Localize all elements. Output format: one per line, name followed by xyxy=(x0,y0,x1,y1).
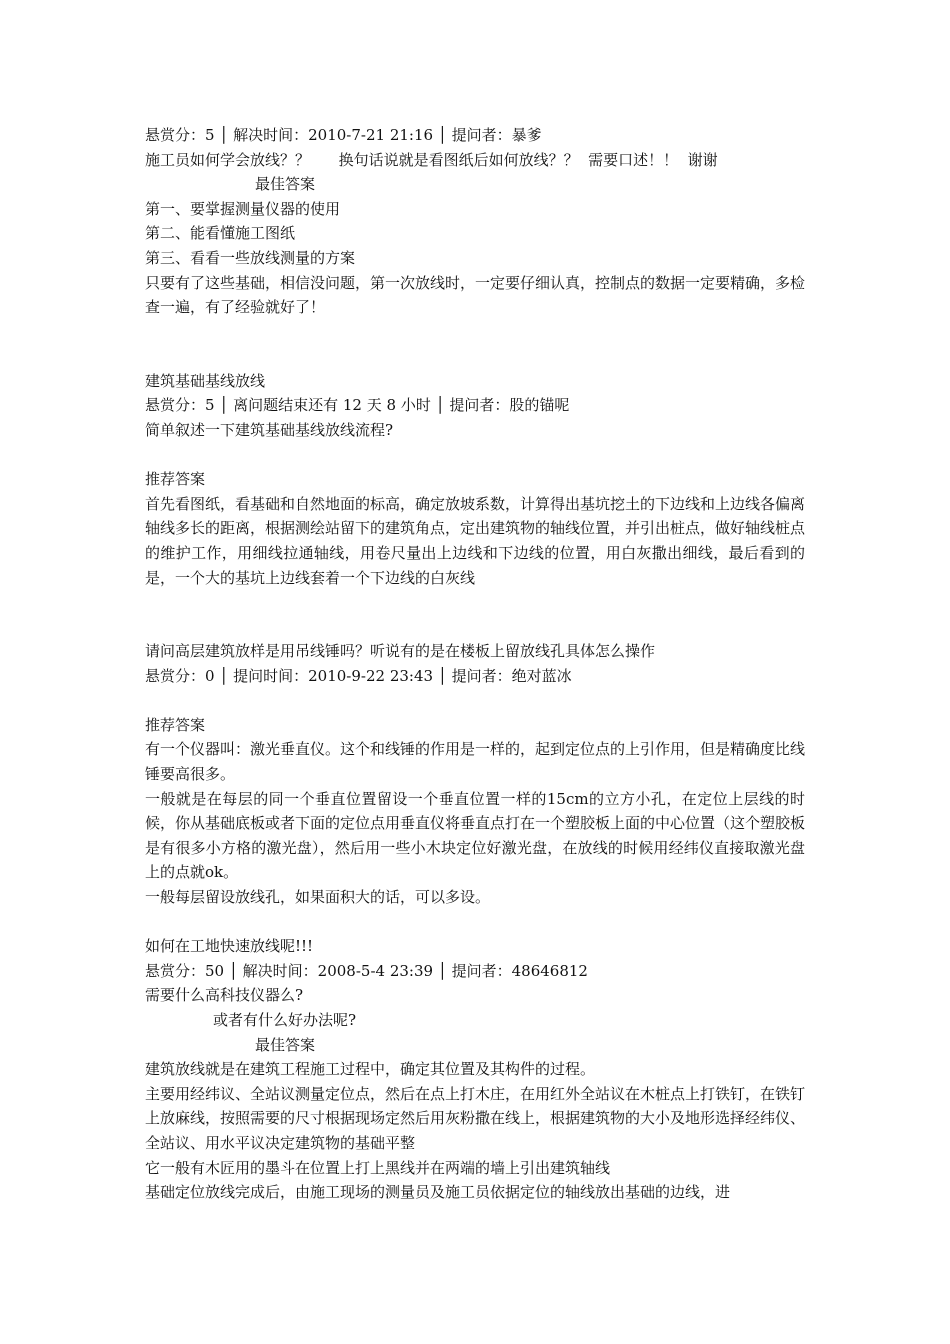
q2-question: 简单叙述一下建筑基础基线放线流程? xyxy=(145,420,394,439)
spacer xyxy=(145,590,805,639)
q4-title: 如何在工地快速放线呢!!! xyxy=(145,937,314,956)
q3-title: 请问高层建筑放样是用吊线锤吗？听说有的是在楼板上留放线孔具体怎么操作 xyxy=(145,642,656,661)
q3-answer-paragraph-1: 有一个仪器叫：激光垂直仪。这个和线锤的作用是一样的，起到定位点的上引作用，但是精确度比线锤要高很多。 xyxy=(145,740,806,784)
spacer xyxy=(145,910,805,935)
q1-answer-line-2: 第二、能看懂施工图纸 xyxy=(145,224,296,243)
document-page xyxy=(145,123,805,1205)
q2-meta: 悬赏分：5 │ 离问题结束还有 12 天 8 小时 │ 提问者：股的锚呢 xyxy=(145,396,570,415)
q2-answer-header: 推荐答案 xyxy=(145,470,206,489)
q1-answer-line-1: 第一、要掌握测量仪器的使用 xyxy=(145,199,341,218)
q4-answer-paragraph-1: 建筑放线就是在建筑工程施工过程中，确定其位置及其构件的过程。 xyxy=(145,1060,596,1079)
q3-meta: 悬赏分：0 │ 提问时间：2010-9-22 23:43 │ 提问者：绝对蓝冰 xyxy=(145,666,572,685)
q1-answer-line-3: 第三、看看一些放线测量的方案 xyxy=(145,248,356,267)
q4-answer-paragraph-4: 基础定位放线完成后，由施工现场的测量员及施工员依据定位的轴线放出基础的边线，进 xyxy=(145,1183,731,1202)
q4-answer-header: 最佳答案 xyxy=(255,1035,316,1054)
q1-question: 施工员如何学会放线？？ 换句话说就是看图纸后如何放线？？ 需要口述！！ 谢谢 xyxy=(145,150,718,169)
q2-answer-paragraph: 首先看图纸，看基础和自然地面的标高，确定放坡系数，计算得出基坑挖土的下边线和上边线各偏离轴线多长的距离，根据测绘站留下的建筑角点，定出建筑物的轴线位置，并引出桩点，做好轴线桩点的维护工作，用细线拉通轴线，用卷尺量出上边线和下边线的位置，用白灰撒出细线，最后看到的是，一个大的基坑上边线套着一个下边线的白灰线 xyxy=(145,494,806,587)
q1-answer-header: 最佳答案 xyxy=(255,175,316,194)
spacer xyxy=(145,443,805,468)
q1-meta: 悬赏分：5 │ 解决时间：2010-7-21 21:16 │ 提问者：暴爹 xyxy=(145,126,542,144)
q3-answer-header: 推荐答案 xyxy=(145,715,206,734)
spacer xyxy=(145,688,805,713)
q4-answer-paragraph-3: 它一般有木匠用的墨斗在位置上打上黑线并在两端的墙上引出建筑轴线 xyxy=(145,1158,611,1177)
q4-question-line-1: 需要什么高科技仪器么? xyxy=(145,986,304,1005)
q4-question-line-2: 或者有什么好办法呢? xyxy=(213,1011,357,1029)
q1-answer-paragraph: 只要有了这些基础，相信没问题，第一次放线时，一定要仔细认真，控制点的数据一定要精确，多检查一遍，有了经验就好了！ xyxy=(145,273,806,317)
spacer xyxy=(145,320,805,369)
q3-answer-paragraph-2: 一般就是在每层的同一个垂直位置留设一个垂直位置一样的15cm的立方小孔，在定位上层线的时候，你从基础底板或者下面的定位点用垂直仪将垂直点打在一个塑胶板上面的中心位置（这个塑胶板是有很多小方格的激光盘），然后用一些小木块定位好激光盘，在放线的时候用经纬仪直接取激光盘上的点就ok。 xyxy=(145,789,806,882)
q4-meta: 悬赏分：50 │ 解决时间：2008-5-4 23:39 │ 提问者：48646812 xyxy=(145,961,588,980)
q2-title: 建筑基础基线放线 xyxy=(145,371,266,390)
q4-answer-paragraph-2: 主要用经纬议、全站议测量定位点，然后在点上打木庄，在用红外全站议在木桩点上打铁钉，在铁钉上放麻线，按照需要的尺寸根据现场定然后用灰粉撒在线上，根据建筑物的大小及地形选择经纬仪、全站议、用水平议决定建筑物的基础平整 xyxy=(145,1084,806,1152)
q3-answer-paragraph-3: 一般每层留设放线孔，如果面积大的话，可以多设。 xyxy=(145,888,491,907)
